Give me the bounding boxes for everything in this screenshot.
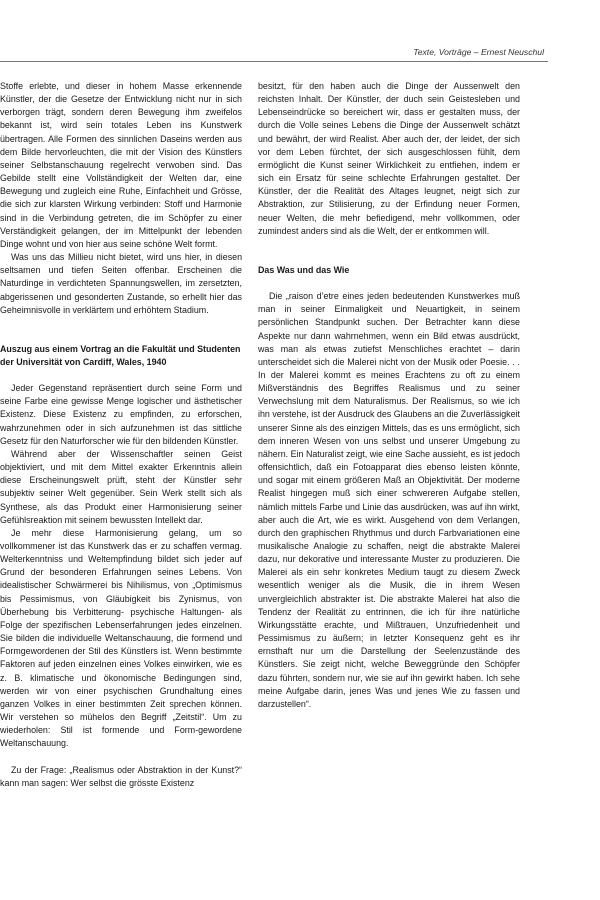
body-paragraph: Je mehr diese Harmonisierung gelang, um so vollkommener ist das Kunstwerk das er zu schaffen vermag. Welterkenntniss und Weltempfindung bildet sich jeder auf Grund der besonderen Erfahrungen seines Lebens. Von idealistischer Schwärmerei bis Nihilismus, von „Optimismus bis Pessimismus, von Gläubigkeit bis Zynismus, von Überhebung bis Verbitterung- psychische Haltungen- als Folge der spezifischen Lebenserfahrungen jedes einzelnen. Sie bilden die individuelle Weltanschauung, die formend und Formgewordenen der Stil des Künstlers ist. Wenn bestimmte Faktoren auf jeden einzelnen eines Volkes einwirken, wie es z. B. klimatische und ökonomische Bedingungen sind, werden wir von einer psychischen Grundhaltung eines ganzen Volkes in einer bestimmten Zeit sprechen können. Wir verstehen so müheIos den Begriff „Zeitstil“. Um zu wiederholen: Stil ist formende und Form-gewordene Weltanschauung. [0, 527, 242, 749]
section-heading: Das Was und das Wie [258, 264, 350, 275]
body-paragraph: Während aber der Wissenschaftler seinen Geist objektiviert, und mit dem Mittel exakter Erkenntnis allein diese Erscheinungswelt prüft, steht der Künstler sehr subjektiv seiner Welt gegenüber. Sein Werk stellt sich als Synthese, als das Produkt einer Harmonisierung seiner Gefühlsreaktion mit seinem bewussten Intellekt dar. [0, 448, 242, 525]
body-paragraph: Jeder Gegenstand repräsentiert durch seine Form und seine Farbe eine gewisse Menge logischer und ästhetischer Existenz. Diese Existenz zu empfinden, zu erforschen, wahrzunehmen oder in sich aufzunehmen ist das sittliche Gesetz für den Naturforscher wie für den bildenden Künstler. [0, 383, 242, 446]
running-header [0, 46, 600, 64]
left-column [0, 80, 242, 790]
header-rule [0, 61, 548, 62]
body-paragraph: besitzt, für den haben auch die Dinge der Aussenwelt den reichsten Inhalt. Der Künstler, der duch sein Geistesleben und Lebenseindrücke so bereichert wir, dass er gestalten muss, der durch die Volle seines Lebens die Dinge der Aussenwelt schätzt und bewährt, der wird Realist. Aber auch der, der leidet, der sich vor dem Leben fürchtet, der sich ausgeschlossen fühlt, dem ermöglicht die Kunst seiner Wirklichkeit zu entfiehen, indem er sich ein Ersatz für seine schlechte Erfahrungen gestaltet. Der Künstler, der die Realität des Altages leugnet, neigt sich zur Abstraktion, zur Stilisierung, zu der Erfindung neuer Formen, neuer Welten, die mehr befiedigend, mehr vollkommen, oder zumindest anders sind als die Welt, der er entkommen will. [258, 81, 520, 236]
body-paragraph: Was uns das Millieu nicht bietet, wird uns hier, in diesen seltsamen und tiefen Seiten offenbar. Erscheinen die Naturdinge in verdichteten Spannungswellen, im zersetzten, abgerissenen und gesonderten Zustande, so erhellt hier das Geheimnisvolle in verklärtem und erhöhtem Stadium. [0, 252, 242, 315]
body-paragraph: Zu der Frage: „Realismus oder Abstraktion in der Kunst?“ kann man sagen: Wer selbst die grösste Existenz [0, 764, 242, 788]
running-title: Texte, Vorträge – Ernest Neuschul [413, 47, 544, 57]
body-paragraph: Stoffe erlebte, und dieser in hohem Masse erkennende Künstler, der die Gesetze der Entwicklung nicht nur in sich verborgen trägt, sondern deren Bewegung ihm zweifelos bekannt ist, wird sein totales Leben ins Kunstwerk übertragen. Alle Formen des sinnlichen Daseins werden aus dem Bilde hervorleuchten, die mit der Vision des Künstlers seiner Selbstanschauung regelrecht verwoben sind. Das Gebilde stellt eine Vollständigkeit der Welten dar, eine Bewegung und zugleich eine Ruhe, Einfachheit und Grösse, die sich zur klarsten Wirkung verbinden: Stoff und Harmonie sind in die Verbindung getreten, die im Schöpfer zu einer Verständigkeit gelangen, der im Mittelpunkt der lebenden Dinge wohnt und von hier aus seine schöne Welt formt. [0, 81, 242, 249]
right-column [258, 80, 520, 711]
body-paragraph: Die „raison d’etre eines jeden bedeutenden Kunstwerkes muß man in seiner Einmaligkeit und Neuartigkeit, in seinem persönlichen Standpunkt suchen. Der Betrachter kann diese Aspekte nur dann wahrnehmen, wenn ein Bild etwas ausdrückt, was man als etwas zutiefst Menschliches erachtet – darin unterscheidet sich die Malerei nicht von der Musik oder Poesie. . . In der Malerei kommt es meines Erachtens zu oft zu einem Mißverständnis des Begriffes Realismus und zu seiner Verwechslung mit dem Naturalismus. Der Realismus, so wie ich ihn verstehe, ist der Ausdruck des Glaubens an die Zuverlässigkeit unserer Sinne als des einzigen Mittels, das es uns ermöglicht, sich dem inneren Wesen von uns selbst und unserer Umgebung zu nähern. Ein Naturalist zeigt, wie eine Sache aussieht, es ist jedoch offensichtlich, daß ein Fotoapparat dies ebenso leisten könnte, und sogar mit einem größeren Maß an Objektivität. Der moderne Realist hingegen muß sich einer schwereren Aufgabe stellen, nämlich mittels Farbe und Linie das ausdrücken, was auf ihn wirkt, aber auch die Art, wie es wirkt. Ausgehend von dem Verlangen, durch den graphischen Rhythmus und durch Farbvariationen eine musikalische Analogie zu schaffen, neigt die abstrakte Malerei dazu, nur dekorative und interessante Muster zu produzieren. Die Malerei als ein sehr konkretes Medium taugt zu diesem Zweck wesentlich weniger als die Musik, die in ihrem Wesen unvergleichlich abstrakter ist. Die abstrakte Malerei hat also die Tendenz der Realität zu entrinnen, die ich für ihre natürliche Wirkungsstätte erachte, und Mißtrauen, Unzufriedenheit und Pessimismus zu äußern; in letzter Konsequenz geht es ihr ernsthaft nur um die Darstellung der Seelenzustände des Künstlers. Sie zeigt nicht, welche Beweggründe den Schöpfer dazu führten, sondern nur, wie sie auf ihn gewirkt haben. Ich sehe meine Aufgabe darin, jenes Was und jenes Wie zu fassen und darzustellen“. [258, 291, 520, 709]
section-heading: Auszug aus einem Vortrag an die Fakultät und Studenten der Universität von Cardiff, Wales, 1940 [0, 343, 241, 367]
